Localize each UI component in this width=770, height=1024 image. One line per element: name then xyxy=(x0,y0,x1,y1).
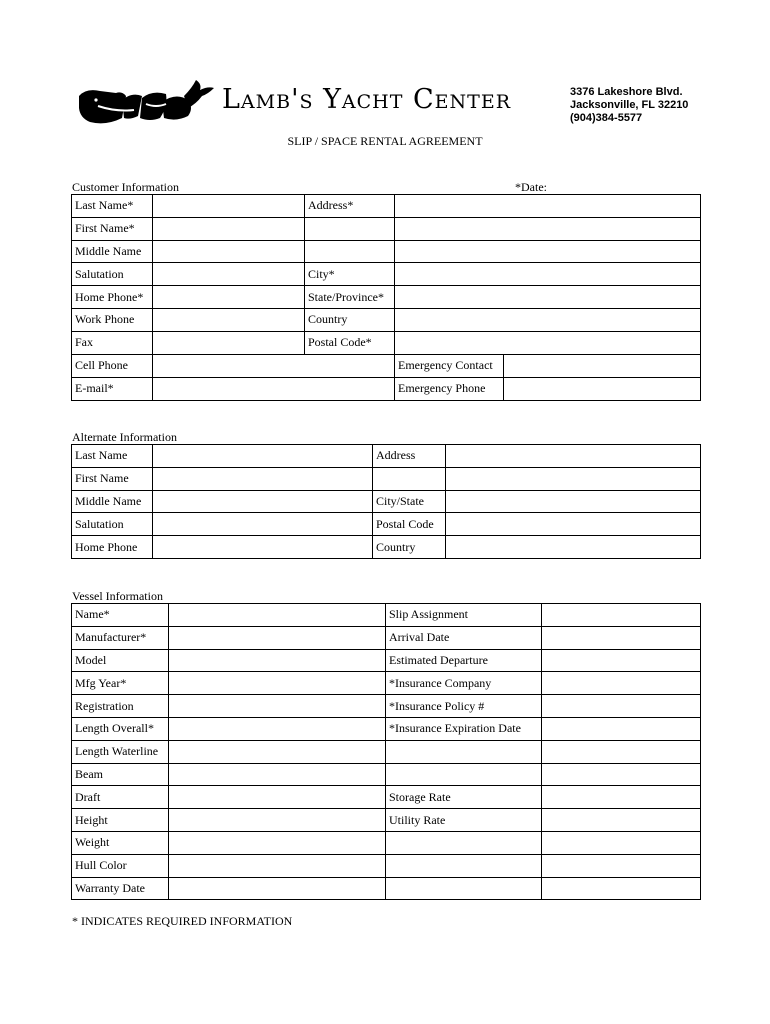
field-input[interactable] xyxy=(169,740,386,763)
blank-cell xyxy=(386,740,542,763)
field-label: First Name xyxy=(72,467,153,490)
field-label: Beam xyxy=(72,763,169,786)
field-input[interactable] xyxy=(542,626,701,649)
field-label: *Insurance Company xyxy=(386,672,542,695)
table-row xyxy=(72,672,701,695)
field-label: *Insurance Policy # xyxy=(386,695,542,718)
field-label: Postal Code* xyxy=(305,331,395,354)
field-input[interactable] xyxy=(395,240,701,263)
field-label: City/State xyxy=(373,490,446,513)
field-label: Middle Name xyxy=(72,490,153,513)
field-input[interactable] xyxy=(169,809,386,832)
table-row xyxy=(72,263,701,286)
field-input[interactable] xyxy=(542,672,701,695)
field-input[interactable] xyxy=(446,467,701,490)
table-row xyxy=(72,331,701,354)
field-label: Arrival Date xyxy=(386,626,542,649)
field-input[interactable] xyxy=(153,445,373,468)
table-row xyxy=(72,355,701,378)
field-label: Fax xyxy=(72,331,153,354)
field-input[interactable] xyxy=(446,536,701,559)
field-label: Emergency Contact xyxy=(395,355,504,378)
field-label: Middle Name xyxy=(72,240,153,263)
field-label: Length Waterline xyxy=(72,740,169,763)
table-row xyxy=(72,308,701,331)
phone-number: (904)384-5577 xyxy=(570,112,643,124)
field-input[interactable] xyxy=(395,308,701,331)
field-input[interactable] xyxy=(446,490,701,513)
alternate-info-table xyxy=(71,444,701,559)
table-row xyxy=(72,695,701,718)
field-input[interactable] xyxy=(153,536,373,559)
field-label: Name* xyxy=(72,604,169,627)
table-row xyxy=(72,626,701,649)
field-label: City* xyxy=(305,263,395,286)
company-name: Lamb's Yacht Center xyxy=(222,84,511,115)
blank-cell xyxy=(305,217,395,240)
field-input[interactable] xyxy=(153,355,395,378)
field-input[interactable] xyxy=(169,626,386,649)
field-input[interactable] xyxy=(542,740,701,763)
field-input[interactable] xyxy=(542,809,701,832)
blank-cell xyxy=(386,854,542,877)
blank-cell xyxy=(386,877,542,900)
field-input[interactable] xyxy=(395,331,701,354)
customer-contact-table xyxy=(71,354,701,401)
field-label: Home Phone* xyxy=(72,286,153,309)
field-input[interactable] xyxy=(153,286,305,309)
customer-info-table xyxy=(71,194,701,355)
field-label: Estimated Departure xyxy=(386,649,542,672)
field-label: Last Name xyxy=(72,445,153,468)
field-label: Length Overall* xyxy=(72,717,169,740)
blank-cell xyxy=(373,467,446,490)
table-row xyxy=(72,717,701,740)
table-row xyxy=(72,240,701,263)
field-input[interactable] xyxy=(542,695,701,718)
alternate-section-label: Alternate Information xyxy=(72,430,177,444)
field-input[interactable] xyxy=(542,763,701,786)
field-input[interactable] xyxy=(153,308,305,331)
table-row xyxy=(72,490,701,513)
field-label: Draft xyxy=(72,786,169,809)
field-label: Home Phone xyxy=(72,536,153,559)
field-input[interactable] xyxy=(169,717,386,740)
field-label: State/Province* xyxy=(305,286,395,309)
field-input[interactable] xyxy=(169,604,386,627)
table-row xyxy=(72,513,701,536)
field-input[interactable] xyxy=(169,877,386,900)
field-input[interactable] xyxy=(542,831,701,854)
field-input[interactable] xyxy=(446,445,701,468)
address-line-2: Jacksonville, FL 32210 xyxy=(570,99,689,111)
whale-logo-icon xyxy=(76,78,218,130)
field-input[interactable] xyxy=(169,854,386,877)
field-input[interactable] xyxy=(153,195,305,218)
document-title: SLIP / SPACE RENTAL AGREEMENT xyxy=(287,134,483,148)
field-label: Salutation xyxy=(72,263,153,286)
field-input[interactable] xyxy=(153,240,305,263)
field-input[interactable] xyxy=(542,786,701,809)
field-label: Utility Rate xyxy=(386,809,542,832)
table-row xyxy=(72,195,701,218)
field-input[interactable] xyxy=(395,217,701,240)
field-input[interactable] xyxy=(169,695,386,718)
field-label: Registration xyxy=(72,695,169,718)
field-input[interactable] xyxy=(504,377,701,400)
field-input[interactable] xyxy=(153,467,373,490)
field-input[interactable] xyxy=(542,877,701,900)
table-row xyxy=(72,467,701,490)
field-input[interactable] xyxy=(153,513,373,536)
table-row xyxy=(72,604,701,627)
blank-cell xyxy=(305,240,395,263)
field-input[interactable] xyxy=(395,286,701,309)
field-label: Postal Code xyxy=(373,513,446,536)
field-label: Country xyxy=(373,536,446,559)
field-input[interactable] xyxy=(169,672,386,695)
blank-cell xyxy=(386,763,542,786)
address-line-1: 3376 Lakeshore Blvd. xyxy=(570,86,683,98)
table-row xyxy=(72,649,701,672)
field-label: Hull Color xyxy=(72,854,169,877)
table-row xyxy=(72,286,701,309)
field-label: Address* xyxy=(305,195,395,218)
field-input[interactable] xyxy=(542,604,701,627)
field-label: Address xyxy=(373,445,446,468)
field-input[interactable] xyxy=(153,217,305,240)
table-row xyxy=(72,877,701,900)
field-input[interactable] xyxy=(542,649,701,672)
date-label: *Date: xyxy=(515,180,547,194)
blank-cell xyxy=(386,831,542,854)
table-row xyxy=(72,854,701,877)
field-label: Warranty Date xyxy=(72,877,169,900)
field-input[interactable] xyxy=(169,786,386,809)
field-label: Cell Phone xyxy=(72,355,153,378)
table-row xyxy=(72,536,701,559)
field-label: Height xyxy=(72,809,169,832)
company-address xyxy=(570,86,688,125)
field-label: *Insurance Expiration Date xyxy=(386,717,542,740)
field-input[interactable] xyxy=(504,355,701,378)
field-label: Emergency Phone xyxy=(395,377,504,400)
field-input[interactable] xyxy=(169,763,386,786)
field-label: Model xyxy=(72,649,169,672)
company-logo xyxy=(76,78,218,130)
field-label: Storage Rate xyxy=(386,786,542,809)
field-label: Country xyxy=(305,308,395,331)
field-input[interactable] xyxy=(542,717,701,740)
table-row xyxy=(72,763,701,786)
required-info-note: * INDICATES REQUIRED INFORMATION xyxy=(72,914,293,928)
field-input[interactable] xyxy=(395,195,701,218)
table-row xyxy=(72,217,701,240)
field-label: Salutation xyxy=(72,513,153,536)
field-label: E-mail* xyxy=(72,377,153,400)
field-label: Last Name* xyxy=(72,195,153,218)
vessel-section-label: Vessel Information xyxy=(72,589,163,603)
field-input[interactable] xyxy=(169,649,386,672)
table-row xyxy=(72,809,701,832)
field-label: First Name* xyxy=(72,217,153,240)
table-row xyxy=(72,786,701,809)
table-row xyxy=(72,740,701,763)
field-input[interactable] xyxy=(446,513,701,536)
field-label: Weight xyxy=(72,831,169,854)
field-input[interactable] xyxy=(153,331,305,354)
customer-section-label: Customer Information xyxy=(72,180,179,194)
field-input[interactable] xyxy=(153,377,395,400)
field-input[interactable] xyxy=(153,490,373,513)
field-label: Work Phone xyxy=(72,308,153,331)
field-label: Manufacturer* xyxy=(72,626,169,649)
table-row xyxy=(72,831,701,854)
field-input[interactable] xyxy=(542,854,701,877)
vessel-info-table xyxy=(71,603,701,900)
field-input[interactable] xyxy=(153,263,305,286)
field-input[interactable] xyxy=(395,263,701,286)
field-input[interactable] xyxy=(169,831,386,854)
table-row xyxy=(72,377,701,400)
table-row xyxy=(72,445,701,468)
field-label: Mfg Year* xyxy=(72,672,169,695)
field-label: Slip Assignment xyxy=(386,604,542,627)
